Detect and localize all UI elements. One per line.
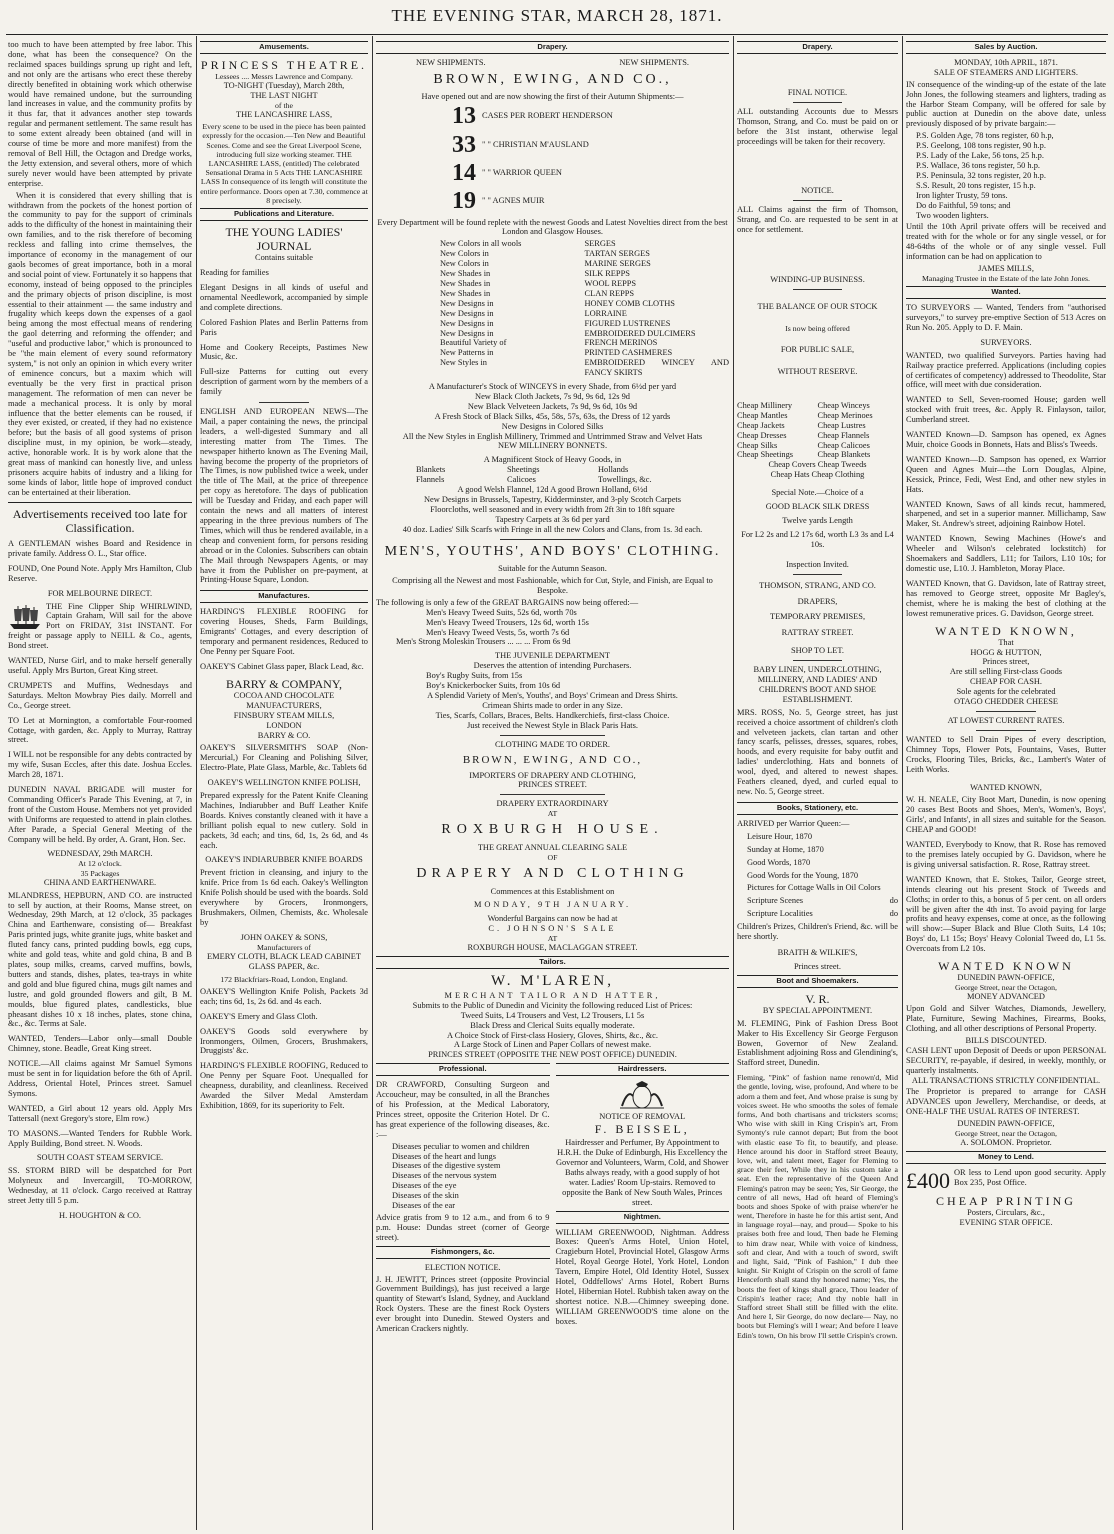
vr-crest: V. R.	[805, 991, 830, 1006]
wanted-ad: WANTED Known, that E. Stokes, Tailor, George street, intends clearing out his present Stock of Tweeds and Cloths; in order to this, a bonus of 5 per cent. on all orders will be given after the 4th inst. To avoid paying for large profits and heavy expenses, come at once, as the following will show:—Super Black and Blue Cloth Suits, L4 10s; Boys' do, L1 15s; Boys' Heavy Colonial Tweed do, L1 5s. Overcoats from L2 10s.	[906, 874, 1106, 954]
ship-line: P.S. Golden Age, 78 tons register, 60 h.p,	[916, 131, 1054, 141]
case-row: 14 " " WARRIOR QUEEN	[452, 159, 562, 186]
fabric-row: New Styles in EMBROIDERED WINCEY AND FANCY SKIRTS	[440, 358, 729, 378]
auction-time: At 12 o'clock.	[78, 859, 122, 869]
hogg-line: That	[998, 637, 1014, 647]
twelve-yards: Twelve yards Length	[782, 515, 853, 525]
oakey-name: JOHN OAKEY & SONS,	[240, 932, 328, 942]
soap-ad: OAKEY'S SILVERSMITH'S SOAP (Non-Mercurial,) For Cleaning and Polishing Silver, Electro-Plate, Plate Glass, Marble, &c. Tablets 6d	[200, 743, 368, 773]
editorial-paragraph: too much to have been attempted by free labor. This done, what has been the consequence? On the reclaimed spaces buildings sprung up right and left, and not only are the artisans who erect these thereby directly benefited in obtaining work which otherwise would have remained undone, but the surrounding land increases in value, and the community profits by it thus far, that it advances another step towards regular and permanent settlement. The same result has to some extent already been obtained (and will in course of time be more and more manifest) from the removal of Bell Hill, the Octagon and Dredge works, the Jetty extension, and several others, more of which surely never would have been attempted by private enterprise.	[8, 40, 192, 188]
juvenile-line: Ties, Scarfs, Collars, Braces, Belts. Handkerchiefs, first-class Choice.	[435, 710, 670, 720]
bottom-grid	[376, 1060, 729, 1336]
bargain-line: Men's Strong Moleskin Trousers ... ... ... From 6s 9d	[396, 637, 571, 647]
juvenile-line: Crimean Shirts made to order in any Size.	[482, 700, 623, 710]
boards-body: Prevent friction in cleansing, and injury to the knife. Price from 1s 6d each. Oakey's Wellington Knife Polish should be used with the boards. Sold everywhere by Grocers, Ironmongers, Brushmakers, Oilmen, Chemists, &c. Wholesale by	[200, 868, 368, 927]
book-row: Good Words, 1870	[747, 857, 811, 867]
classified-ad: DUNEDIN NAVAL BRIGADE will muster for Commanding Officer's Parade This Evening, at 7, in front of the Custom House. Members not yet provided with Uniforms are requested to attend in plain clothes. After Parade, a Special General Meeting of the Company will be held. By order, A. Grant, Hon. Sec.	[8, 785, 192, 844]
stock-line: New Black Cloth Jackets, 7s 9d, 9s 6d, 12s 9d	[475, 391, 630, 401]
oakey-address: 172 Blackfriars-Road, London, England.	[220, 974, 348, 984]
emery-line: EMERY CLOTH, BLACK LEAD CABINET GLASS PAPER, &c.	[207, 951, 361, 971]
classified-ad: I WILL not be responsible for any debts contracted by my wife, Susan Eccles, after this date. Joshua Eccles. March 28, 1871.	[8, 750, 192, 780]
cheap-grid: Cheap Millinery Cheap Winceys Cheap Mantles Cheap Merinoes Cheap Jackets Cheap Lustres Cheap Dresses Cheap Flannels Cheap Silks Cheap Calicoes Cheap Sheetings Cheap Blankets	[737, 400, 873, 460]
journal-title: THE YOUNG LADIES' JOURNAL	[225, 224, 343, 253]
fabric-row: New Shades in SILK REPPS	[440, 269, 630, 279]
section-hairdressers: Hairdressers.	[556, 1063, 730, 1076]
late-ads-title: Advertisements received too late for Classification.	[12, 506, 188, 535]
classified-ad: OAKEY'S Emery and Glass Cloth.	[200, 1011, 318, 1021]
bottom-right	[556, 1060, 730, 1336]
ship-line: P.S. Geelong, 108 tons register, 90 h.p.	[916, 141, 1046, 151]
james-mills: JAMES MILLS,	[978, 264, 1034, 274]
column-4	[737, 38, 898, 1530]
classified-ad: WANTED, Nurse Girl, and to make herself generally useful. Apply Mrs Burton, Great King street.	[8, 656, 192, 675]
hogg-line: OTAGO CHEDDER CHEESE	[953, 697, 1058, 707]
mlaren-line: A Large Stock of Linen and Paper Collars of newest make.	[453, 1040, 652, 1050]
section-professional: Professional.	[376, 1063, 550, 1076]
ship-line: P.S. Wallace, 36 tons register, 50 h.p.	[916, 161, 1040, 171]
juvenile-line: Boy's Knickerbocker Suits, from 10s 6d	[426, 681, 561, 691]
roxburgh-title: ROXBURGH HOUSE.	[441, 822, 664, 838]
ross-ad: MRS. ROSS, No. 5, George street, has just received a choice assortment of children's cloth and velveteen jackets, clan tartan and other fancy scarfs, pelisses, dresses, squares, robes, hoods, and every requisite for baby outfit and ladies' underclothing. Hats and bonnets of wool, dyed, and altered to newest shapes. Feathers cleaned, dyed, and curled equal to new. No. 5, George street.	[737, 707, 898, 797]
sale-title: SALE OF STEAMERS AND LIGHTERS.	[933, 67, 1078, 77]
steam-sign: H. HOUGHTON & CO.	[59, 1210, 141, 1220]
bills-line: ALL TRANSACTIONS STRICTLY CONFIDENTIAL.	[911, 1075, 1101, 1085]
public-sale: FOR PUBLIC SALE,	[780, 345, 855, 355]
melbourne-body: THE Fine Clipper Ship WHIRLWIND, Captain Graham, Will sail for the above Port on FRIDAY, 31st INSTANT. For freight or passage apply to NEILL & Co., agents, Bond street.	[8, 601, 192, 651]
section-nightmen: Nightmen.	[556, 1211, 730, 1224]
juvenile-line: Boy's Rugby Suits, from 15s	[426, 671, 523, 681]
stock-line: NEW MILLINERY BONNETS.	[497, 441, 608, 451]
shipments-label: NEW SHIPMENTS.	[619, 57, 689, 67]
column-5	[906, 38, 1106, 1530]
of-label: OF	[547, 852, 558, 862]
now-offered: Is now being offered	[785, 323, 850, 333]
fabric-row: New Patterns in PRINTED CASHMERES	[440, 348, 673, 358]
section-sales: Sales by Auction.	[906, 41, 1106, 54]
commences: Commences at this Establishment on	[490, 886, 615, 896]
editorial-paragraph: When it is considered that every shilling that is withdrawn from the pockets of the honest portion of the community to pay for the support of criminals adds to the difficulty of the honest in maintaining their own families, and to the risk therefore of becoming reckless and falling into crime themselves, the importance of economy in the management of our gaols becomes of great importance, both in a moral and social point of view. Fortunately it so happens that economy, instead of being opposed to the principles and the primary objects of prison discipline, is most essential to their attainment — the same industry and frugality which keeps down the expenses of a gaol being among the most effectual means of rendering the gaol deterring and reforming the offender; and "useful and productive labor," which is pronounced to be "the main element of every sound reformatory system," is not only an opinion in which every writer of eminence concurs, but a maxim which will eventually be the very first in practical prison management. The reformation of men can never be made a mechanical process. It is only by moral influence that the better elements can be roused, if they ever existed, or created, if they had no existence before; but the basis of all good systems of prison discipline must, in my opinion, be work—steady, active, honorable work. It is by work alone that the great mass of mankind can honestly live, and unless prisoners acquire habits of industry and a liking for some kinds of labor, little hope of improved conduct can be entertained at their liberation.	[8, 190, 192, 497]
neale-ad: W. H. NEALE, City Boot Mart, Dunedin, is now opening 20 cases Best Boots and Shoes, Men's, Women's, Boys', Girls', and Infants', in all sizes and suitable for the Season. CHEAP and GOOD!	[906, 795, 1106, 835]
journal-item: Elegant Designs in all kinds of useful and ornamental Needlework, accompanied by simple and complete directions.	[200, 282, 368, 312]
heavy-line: 40 doz. Ladies' Silk Scarfs with Fringe in all the new Colors and Clans, from 1s. 3d each.	[402, 524, 703, 534]
ship-line: Do do Faithful, 59 tons; and	[916, 200, 1011, 210]
cheap-line: Cheap Covers Cheap Tweeds	[768, 460, 867, 470]
prize-line: Children's Prizes, Children's Friend, &c. will be here shortly.	[737, 922, 898, 942]
proprietor-text: The Proprietor is prepared to arrange for CASH ADVANCES upon Jewellery, Merchandise, or deeds, at ONE-HALF THE USUAL RATES OF INTEREST.	[906, 1087, 1106, 1117]
classified-ad: WANTED, Tenders—Labor only—small Double Chimney, stone. Beadle, Great King street.	[8, 1034, 192, 1054]
section-amusements: Amusements.	[200, 41, 368, 54]
ship-line: Iron lighter Trusty, 59 tons.	[916, 190, 1008, 200]
printing-office: EVENING STAR OFFICE.	[959, 1218, 1053, 1228]
ship-icon	[8, 604, 42, 630]
heavy-line: New Designs in Brussels, Tapestry, Kidderminster, and 3-ply Scotch Carpets	[423, 495, 682, 504]
steam-body: SS. STORM BIRD will be despatched for Port Molyneux and Invercargill, TO-MORROW, Wednesday, at 11 o'clock. Cargo received at Rattray street Jetty till 5 p.m.	[8, 1166, 192, 1206]
surveyors-ad-2: WANTED, two qualified Surveyors. Parties having had Railway practice preferred. Applications (including copies of certificates of competency) addressed to Theodolite, Star office, will meet with due consideration.	[906, 350, 1106, 390]
pawn-title: WANTED KNOWN	[938, 959, 1074, 974]
wanted-ad: WANTED Known—D. Sampson has opened, ex Warrior Queen and Agnes Muir—the Lorn Douglas, Alpine, Kessick, Prince, Fedi, West End, and other new styles in Hats.	[906, 454, 1106, 494]
knife-body: Prepared expressly for the Patent Knife Cleaning Machines, Indiarubber and Buff Leather Knife Boards. Knives constantly cleaned with it have a brilliant polish equal to new cutlery. Sold in packets, 3d each; and tins, 6d, 1s, 2s 6d, and 4s each.	[200, 791, 368, 850]
fabric-row: New Colors in MARINE SERGES	[440, 259, 651, 269]
special-note: Special Note.—Choice of a	[771, 488, 864, 498]
hogg-line: CHEAP FOR CASH.	[969, 677, 1043, 687]
braith-wilkie: BRAITH & WILKIE'S,	[777, 947, 858, 957]
steam-heading: SOUTH COAST STEAM SERVICE.	[36, 1153, 164, 1163]
cheap-line: Cheap Hats Cheap Clothing	[770, 470, 865, 480]
final-body: ALL outstanding Accounts due to Messrs Thomson, Strang, and Co. must be paid on or before the 31st instant, otherwise legal proceedings will be taken for their recovery.	[737, 106, 898, 146]
barry-line: COCOA AND CHOCOLATE	[233, 690, 335, 700]
braith-street: Princes street.	[794, 961, 841, 971]
neale-title: WANTED KNOWN,	[970, 782, 1042, 792]
juvenile-line: Just received the Newest Style in Black Paris Hats.	[467, 720, 638, 730]
ship-line: P.S. Lady of the Lake, 56 tons, 25 h.p.	[916, 151, 1044, 161]
classified-ad: A GENTLEMAN wishes Board and Residence in private family. Address O. L., Star office.	[8, 539, 192, 558]
classified-ad: WANTED, a Girl about 12 years old. Apply Mrs Tattersall (next Gregory's store, Elm row.)	[8, 1103, 192, 1123]
stock-line: A Fresh Stock of Black Silks, 45s, 58s, 57s, 63s, the Dress of 12 yards	[434, 411, 671, 421]
disease-line: Diseases peculiar to women and children	[392, 1141, 530, 1151]
princes-street: PRINCES STREET.	[518, 780, 587, 790]
wanted-ad: WANTED, Everybody to Know, that R. Rose has removed to the premises lately occupied by G. Davidson, where he is giving universal satisfaction. R. Rose, Rattray street.	[906, 840, 1106, 869]
election-notice: ELECTION NOTICE.	[424, 1262, 501, 1272]
mlaren-line: Tweed Suits, L4 Trousers and Vest, L2 Trousers, L1 5s	[460, 1010, 645, 1020]
juvenile-line: Deserves the attention of intending Purchasers.	[473, 661, 632, 671]
disease-line: Diseases of the nervous system	[392, 1171, 497, 1181]
fabric-row: New Designs in EMBROIDERED DULCIMERS	[440, 328, 696, 338]
fabric-row: Beautiful Variety of FRENCH MERINOS	[440, 338, 658, 348]
ship-line: Two wooden lighters.	[916, 210, 989, 220]
theatre-line: THE LANCASHIRE LASS,	[235, 110, 333, 120]
theatre-title: PRINCESS THEATRE.	[200, 57, 368, 72]
section-money: Money to Lend.	[906, 1151, 1106, 1164]
money-amount: £400	[906, 1168, 950, 1194]
column-rule	[372, 36, 373, 1530]
case-row: 33 " " CHRISTIAN M'AUSLAND	[452, 131, 589, 158]
notice-title: NOTICE.	[801, 186, 834, 196]
barry-line: FINSBURY STEAM MILLS,	[233, 710, 335, 720]
ship-line: P.S. Peninsula, 32 tons register, 20 h.p.	[916, 170, 1046, 180]
journal-item: Home and Cookery Receipts, Pastimes New Music, &c.	[200, 342, 368, 362]
winding-up: WINDING-UP BUSINESS.	[770, 275, 865, 285]
pawn-body: Upon Gold and Silver Watches, Diamonds, Jewellery, Plate, Furniture, Sewing Machines, Firearms, Books, Clothing, and all other descriptions of Personal Property.	[906, 1004, 1106, 1033]
rattray-st: RATTRAY STREET.	[781, 628, 854, 638]
book-row: Pictures for Cottage Walls in Oil Colors	[747, 883, 881, 893]
money-body: OR less to Lend upon good security. Apply Box 235, Post Office.	[954, 1168, 1106, 1188]
bottom-left	[376, 1060, 550, 1336]
final-notice: FINAL NOTICE.	[787, 87, 848, 97]
at-label: AT	[547, 809, 558, 819]
heavy-line: Tapestry Carpets at 3s 6d per yard	[495, 514, 610, 524]
temp-premises: TEMPORARY PREMISES,	[769, 612, 866, 622]
silk-dress: GOOD BLACK SILK DRESS	[765, 502, 870, 512]
extraordinary: DRAPERY EXTRAORDINARY	[496, 799, 609, 809]
roxburgh-address: ROXBURGH HOUSE, MACLAGGAN STREET.	[467, 943, 638, 953]
auction-body: MLANDRESS, HEPBURN, AND CO. are instructed to sell by auction, at their Rooms, Manse street, on Wednesday, 29th March, at 12 o'clock, 35 packages China and Earthenware, consisting of— Breakfast Paris printed jugs, white granite jugs, white basket and fluted fancy cans, printed pudding bowls, egg cups, white and gold teas, white and gold china, B and B plates, soup milks, creams, carved muffins, bowls, butters and stands, dishes, plates, tea-trays in white and gold and blue figured china, mugs gilt names and lustre, and gold grounded flowers and gilt, B M. moulds, blue figured plates, candlesticks, blue pheasant dishes 10 x 18 inches, plates, stone china, &c., &c. Terms at Sale.	[8, 890, 192, 1029]
sale-body: IN consequence of the winding-up of the estate of the late John Jones, the following steamers and lighters, trading as the Harbor Steam Company, will be offered for sale by public auction at Dunedin on the above date, unless previously disposed of by private bargain:—	[906, 79, 1106, 129]
silk-prices: For L2 2s and L2 17s 6d, worth L3 3s and L4 10s.	[741, 529, 894, 549]
juvenile-line: A Splendid Variety of Men's, Youths', and Boys' Crimean and Dress Shirts.	[427, 691, 678, 701]
pawn-line: MONEY ADVANCED	[967, 992, 1045, 1002]
theatre-line: of the	[275, 101, 293, 111]
crawford-ad: DR CRAWFORD, Consulting Surgeon and Accoucheur, may be consulted, in all the Branches of his Profession, at the Medical Laboratory, Princes street, opposite the Criterion Hotel. Dr C. has great experience of the following diseases, &c. :—	[376, 1080, 550, 1139]
jewitt-ad: J. H. JEWITT, Princes street (opposite Provincial Government Buildings), has just received a large quantity of Stewart's Island, Sydney, and Auckland Rock Oysters. These are the finest Rock Oysters ever brought into Dunedin. Stewed Oysters and American Crackers nightly.	[376, 1274, 550, 1334]
greenwood-ad: WILLIAM GREENWOOD, Nightman. Address Boxes: Queen's Arms Hotel, Union Hotel, Cragieburn Hotel, Provincial Hotel, Glasgow Arms Hotel, Royal George Hotel, York Hotel, London Tavern, Empire Hotel, Old Identity Hotel, Sussex Hotel, Oddfellows' Arms Hotel, Robert Burns Hotel, Hibernian Hotel. Rubbish taken away on the shortest notice. N.B.—Chimney sweeping done. WILLIAM GREENWOOD'S time alone on the boxes.	[555, 1227, 729, 1326]
money-ad	[906, 1168, 1106, 1194]
pawn-end: DUNEDIN PAWN-OFFICE,	[957, 1119, 1055, 1129]
at-label-2: AT	[547, 934, 558, 944]
mlaren-sub: MERCHANT TAILOR AND HATTER,	[444, 990, 661, 1000]
fabric-row: New Colors in all wools SERGES	[440, 239, 616, 249]
sale-date: MONDAY, 10th APRIL, 1871.	[954, 57, 1058, 67]
oakey-ad: OAKEY'S Cabinet Glass paper, Black Lead, &c.	[200, 661, 364, 671]
printing-sub: Posters, Circulars, &c.,	[967, 1208, 1045, 1218]
section-publications: Publications and Literature.	[200, 208, 368, 221]
journal-item: Reading for families	[200, 268, 269, 278]
classified-ad: OAKEY'S Wellington Knife Polish, Packets 3d each; tins 6d, 1s, 2s 6d. and 4s each.	[200, 986, 368, 1006]
theatre-body: Every scene to be used in the piece has been painted expressly for the occasion.—Ten New and Beautiful Scenes. Come and see the Great Liverpool Scene, introducing full size working steamer. THE LANCASHIRE LASS, (entitled) The celebrated Sensational Drama in 5 Acts THE LANCASHIRE LASS In consequence of its length will constitute the entire performance. Doors open at 7.30, commence at 8 precisely.	[200, 122, 368, 205]
classified-ad: TO Let at Mornington, a comfortable Four-roomed Cottage, with garden, &c. Apply to Murray, Rattray street.	[8, 715, 192, 745]
journal-item: Colored Fashion Plates and Berlin Patterns from Paris	[200, 317, 368, 337]
shop-to-let: SHOP TO LET.	[791, 646, 844, 656]
classified-ad: HARDING'S FLEXIBLE ROOFING, Reduced to One Penny per Square Foot. Unequalled for cheapness, durability, and cleanliness. Received Awarded the Silver Medal Amsterdam Exhibition, 1869, for its superiority to Felt.	[200, 1061, 368, 1110]
drapers: DRAPERS,	[797, 596, 838, 606]
notice-body: ALL Claims against the firm of Thomson, Strang, and Co. are requested to be sent in at once for settlement.	[737, 205, 898, 235]
bills-line: BILLS DISCOUNTED.	[965, 1035, 1047, 1045]
hogg-line: Are still selling First-class Goods	[949, 667, 1063, 677]
book-row: Scripture Scenes do	[747, 896, 898, 906]
hogg-line: WANTED KNOWN,	[935, 623, 1077, 638]
mlaren-title: W. M'LAREN,	[490, 973, 615, 990]
wanted-ad: WANTED Known—D. Sampson has opened, ex Agnes Muir, choice Goods in Bonnets, Hats and Bliss's Tweeds.	[906, 430, 1106, 449]
tsc-title: THOMSON, STRANG, AND CO.	[759, 580, 876, 590]
section-fishmongers: Fishmongers, &c.	[376, 1246, 550, 1259]
auction-title: CHINA AND EARTHENWARE.	[43, 877, 157, 887]
mlaren-line: Submits to the Public of Dunedin and Vicinity the following reduced List of Prices:	[412, 1000, 693, 1010]
pawn-end: A. SOLOMON. Proprietor.	[960, 1138, 1052, 1148]
disease-line: Diseases of the skin	[392, 1191, 459, 1201]
section-boots: Boot and Shoemakers.	[737, 975, 898, 988]
mlaren-line: Black Dress and Clerical Suits equally moderate.	[470, 1020, 635, 1030]
hogg-line: Sole agents for the celebrated	[956, 687, 1056, 697]
classified-ad: OAKEY'S Goods sold everywhere by Ironmongers, Oilmen, Grocers, Brushmakers, Druggists' &c.	[200, 1026, 368, 1056]
column-1	[8, 38, 192, 1530]
fabric-row: New Designs in LORRAINE	[440, 308, 627, 318]
melbourne-heading: FOR MELBOURNE DIRECT.	[47, 588, 153, 598]
classified-ad: NOTICE.—All claims against Mr Samuel Symons must be sent in for liquidation before the 6th of April. Address, Oriental Hotel, Princes street. Samuel Symons.	[8, 1059, 192, 1098]
cases-list	[376, 102, 729, 215]
book-row: Scripture Localities do	[747, 909, 898, 919]
fabric-row: New Shades in WOOL REPPS	[440, 278, 637, 288]
oakey-sub: Manufacturers of	[257, 942, 311, 952]
case-row: 13 CASES PER ROBERT HENDERSON	[452, 103, 613, 130]
theatre-line: THE LAST NIGHT	[250, 91, 318, 101]
book-row: Leisure Hour, 1870	[747, 831, 813, 841]
wanted-ad: WANTED Known, Sewing Machines (Howe's and Wheeler and Wilson's celebrated lockstitch) for Shoemakers and Saddlers, L11; for Tailors, L10 10s; for domestic use, L10. J. Hambleton, Moray Place.	[906, 534, 1106, 573]
printing-title: CHEAP PRINTING	[936, 1194, 1076, 1209]
removal-title: NOTICE OF REMOVAL	[599, 1112, 686, 1122]
stock-line: All the New Styles in English Millinery, Trimmed and Untrimmed Straw and Velvet Hats	[402, 431, 703, 441]
theatre-lessees: Lessees .... Messrs Lawrence and Company.	[215, 72, 353, 82]
masthead-rule	[6, 34, 1108, 35]
wanted-ad: WANTED Known, Saws of all kinds recut, hammered, sharpened, and set in a superior manner. Millichamp, Saw Maker, St. Andrew's street, adjoining Rainbow Hotel.	[906, 499, 1106, 529]
disease-line: Diseases of the eye	[392, 1181, 457, 1191]
column-2	[200, 38, 368, 1530]
clothing-sub: Suitable for the Autumn Season.	[498, 564, 607, 574]
beissel-title: F. BEISSEL,	[594, 1122, 690, 1137]
disease-line: Diseases of the digestive system	[392, 1161, 501, 1171]
section-books: Books, Stationery, etc.	[737, 802, 898, 815]
beissel-body: Hairdresser and Perfumer, By Appointment to H.R.H. the Duke of Edinburgh, His Excellency the Governor and Volunteers, Warm, Cold, and Shower Baths always ready, with a good supply of hot water. Ladies' Room Up-stairs. Removed to opposite the Bank of New South Wales, Princes street.	[555, 1138, 729, 1207]
fabric-row: New Designs in FIGURED LUSTRENES	[440, 318, 671, 328]
heavy-goods-grid: Blankets Sheetings Hollands Flannels Calicoes Towellings, &c.	[416, 465, 652, 485]
balance-stock: THE BALANCE OF OUR STOCK	[757, 302, 878, 312]
made-to-order: CLOTHING MADE TO ORDER.	[494, 739, 611, 749]
fabric-row: New Colors in TARTAN SERGES	[440, 249, 650, 259]
section-tailors: Tailors.	[376, 956, 729, 969]
section-drapery-2: Drapery.	[737, 41, 898, 54]
bargain-line: Men's Heavy Tweed Suits, 52s 6d, worth 70s	[426, 607, 577, 617]
surveyors-ad: TO SURVEYORS — Wanted, Tenders from "authorised surveyors," to survey pre-emptive Section of 513 Acres on Run No. 205. Apply to D. F. Main.	[906, 303, 1106, 332]
pawn-line: DUNEDIN PAWN-OFFICE,	[957, 973, 1055, 983]
journal-sub: Contains suitable	[255, 253, 313, 263]
stock-line: New Designs in Colored Silks	[501, 421, 604, 431]
pawn-line: George Street, near the Octagon,	[954, 983, 1058, 993]
clothing-title: MEN'S, YOUTHS', AND BOYS' CLOTHING.	[384, 543, 721, 559]
pawn-end: George Street, near the Octagon,	[954, 1129, 1058, 1139]
bills-line: CASH LENT upon Deposit of Deeds or upon PERSONAL SECURITY, re-payable, if desired, in weekly, monthly, or quarterly instalments.	[906, 1045, 1106, 1075]
advice-line: Advice gratis from 9 to 12 a.m., and from 6 to 9 p.m. House: Dundas street (corner of George street).	[376, 1212, 550, 1242]
fabric-row: New Shades in CLAN REPPS	[440, 288, 635, 298]
classified-ad: CRUMPETS and Muffins, Wednesdays and Saturdays. Melton Mowbray Pies daily. Morrell and Co., George street.	[8, 680, 192, 710]
wanted-ad: WANTED Known, that G. Davidson, late of Rattray street, has removed to George street, opposite Mr Bagley's, chemist, where he is making the best of clothing at the lowest remunerative prices. G. Davidson, George street.	[906, 578, 1106, 618]
melbourne-ad	[8, 602, 192, 652]
column-rule	[902, 36, 903, 1530]
knife-title: OAKEY'S WELLINGTON KNIFE POLISH,	[207, 778, 361, 788]
mlaren-line: PRINCES STREET (OPPOSITE THE NEW POST OFFICE) DUNEDIN.	[428, 1050, 677, 1060]
auction-date: WEDNESDAY, 29th MARCH.	[47, 849, 153, 859]
depart-text: Every Department will be found replete with the newest Goods and Latest Novelties direct from the best London and Glasgow Houses.	[377, 217, 728, 237]
hogg-line: Princes street,	[982, 657, 1030, 667]
section-manufactures: Manufactures.	[200, 590, 368, 603]
book-row: Good Words for the Young, 1870	[747, 870, 859, 880]
wonderful: Wonderful Bargains can now be had at	[487, 914, 618, 924]
disease-line: Diseases of the heart and lungs	[392, 1151, 496, 1161]
drapery-clothing: DRAPERY AND CLOTHING	[416, 866, 689, 882]
column-rule	[733, 36, 734, 1530]
heavy-goods: A Magnificent Stock of Heavy Goods, in	[483, 455, 622, 465]
surveyors-title: SURVEYORS.	[980, 337, 1032, 347]
johnsons-sale: C. JOHNSON'S SALE	[488, 924, 617, 934]
bargain-line: Men's Heavy Tweed Trousers, 12s 6d, worth 15s	[426, 617, 589, 627]
annual-sale: THE GREAT ANNUAL CLEARING SALE	[477, 842, 628, 852]
shipments-label: NEW SHIPMENTS.	[416, 57, 486, 67]
stock-line: New Black Velveteen Jackets, 7s 9d, 9s 6d, 10s 9d	[467, 401, 638, 411]
fleming-poem: Fleming, "Pink" of fashion name renown'd, Mid the gentle, loving, wise, profound, And where to be adorn a them and feet, And whose praise is sung by voices sweet. He who smooths the soles of female forms, And both chartisans and tricksters scorns; Who wise with skill in King Crispin's art, From Symonty's rule cannot depart; But from the boot with elastic ease To fit, to beautify, and please. Hence around his door in Stafford street Beauty, love, wit, and talent meet, Eager for Fleming to grace their feet, While they in his custom take a seat. E'en the representative of the Queen And Fleming's patron may be seen; Yes, Sir George, the centre of all news, Had oft heard of Fleming's boots and shoes Spoke of with praise where'er he went, Therefore in haste he for this artist sent, And in language royal—nay, and proud— Spoke to his praises both free and loud, Then bade he Fleming to him draw near, While with voice of kindness, soft and clear, And with a touch of sword, swift and light, Said, "Pink of Fashion," I dub thee knight. Sir Knight of Crispin on the scroll of fame Henceforth shall stand thy honored name; Yes, the boots the feet of kings shall grace, Thou leader of Crispin's leather race; And thy noble hall in Stafford street Shall still be filled with the elite. And here I, Sir George, do now declare— Nay, no boots but Fleming's will I wear; And before I leave Edin's town, On his brow I'll settle Crispin's crown.	[737, 1073, 898, 1340]
case-row: 19 " " AGNES MUIR	[452, 188, 545, 215]
fleming-ad: M. FLEMING, Pink of Fashion Dress Boot Maker to His Excellency Sir George Ferguson Bowen, Governor of New Zealand. Establishment adjoining Ross and Glendining's, Stafford street, Dunedin.	[737, 1018, 898, 1068]
barry-title: BARRY & COMPANY,	[226, 676, 342, 691]
drain-ad: WANTED to Sell Drain Pipes of every description, Chimney Tops, Flower Pots, Fountains, Vases, Butter Crocks, Flooring Tiles, Bricks, &c., Lambert's Water of Leith Works.	[906, 734, 1106, 774]
masthead: THE EVENING STAR, MARCH 28, 1871.	[391, 6, 723, 25]
stock-line: A Manufacturer's Stock of WINCEYS in every Shade, from 6½d per yard	[428, 382, 677, 392]
auction-qty: 35 Packages	[80, 868, 120, 878]
monday-date: MONDAY, 9TH JANUARY.	[473, 900, 632, 910]
section-drapery: Drapery.	[376, 41, 729, 54]
brown-ewing-title: BROWN, EWING, AND CO.,	[433, 71, 672, 87]
trustee: Managing Trustee in the Estate of the late John Jones.	[921, 273, 1091, 283]
brown-intro: Have opened out and are now showing the first of their Autumn Shipments:—	[421, 92, 684, 102]
heavy-line: A good Welsh Flannel, 12d A good Brown Holland, 6½d	[457, 485, 648, 495]
juvenile-title: THE JUVENILE DEPARTMENT	[494, 651, 611, 661]
inspection: Inspection Invited.	[786, 559, 849, 569]
until-text: Until the 10th April private offers will be received and treated with for the whole or for any single vessel, or for 48-64ths of the whole or of any single vessel. Full information can be had on application to	[906, 222, 1106, 262]
arrived: ARRIVED per Warrior Queen:—	[737, 818, 850, 828]
brown-ewing-title-2: BROWN, EWING, AND CO.,	[462, 753, 643, 766]
mlaren-line: A Choice Stock of First-class Hosiery, Gloves, Shirts, &c., &c.	[447, 1030, 658, 1040]
disease-line: Diseases of the ear	[392, 1201, 456, 1211]
royal-crest-icon	[616, 1080, 668, 1110]
lowest-rates: AT LOWEST CURRENT RATES.	[947, 716, 1065, 725]
barry-line: MANUFACTURERS,	[246, 700, 322, 710]
clothing-intro: Comprising all the Newest and most Fashionable, which for Cut, Style, and Finish, are Equal to Bespoke.	[392, 576, 713, 595]
ship-line: S.S. Result, 20 tons register, 15 h.p.	[916, 180, 1036, 190]
special-appointment: BY SPECIAL APPOINTMENT.	[762, 1005, 873, 1015]
classified-ad: TO MASONS.—Wanted Tenders for Rubble Work. Apply Building, Bond street. N. Woods.	[8, 1128, 192, 1148]
journal-item: Full-size Patterns for cutting out every description of garment worn by the members of a family	[200, 367, 368, 397]
book-row: Sunday at Home, 1870	[747, 844, 824, 854]
boards-title: OAKEY'S INDIARUBBER KNIFE BOARDS	[205, 855, 363, 865]
news-ad: ENGLISH AND EUROPEAN NEWS—The Mail, a paper containing the news, the principal leaders, a well-digested Summary and all interesting matter from The Times. The newspaper hitherto known as The Evening Mail, having become the property of the proprietors of The Times, is now published twice a week, under the title of The Mail, at the price of threepence per copy as heretofore. The days of publication will be Tuesday and Friday, and each paper will contain the news and all matters of interest appearing in the three previous numbers of The Times, which will thus be rendered available, in a cheap and convenient form, for persons residing abroad or in the Colonies. Subscribers can obtain The Mail through Newspapers Agents, or may have it from the Publisher on pre-payment, at Printing-House Square, London.	[200, 407, 368, 585]
section-wanted: Wanted.	[906, 286, 1106, 299]
bargain-line: Men's Heavy Tweed Vests, 5s, worth 7s 6d	[426, 627, 570, 637]
heavy-line: Floorcloths, well seasoned and in every width from 2ft 3in to 18ft square	[430, 504, 675, 514]
roofing-ad: HARDING'S FLEXIBLE ROOFING for covering Houses, Sheds, Farm Buildings, Emigrants' Cottages, and every description of temporary and permanent residences, Reduced to One Penny per Square Foot.	[200, 607, 368, 656]
column-rule	[196, 36, 197, 1530]
column-3	[376, 38, 729, 1530]
classified-ad: FOUND, One Pound Note. Apply Mrs Hamilton, Club Reserve.	[8, 563, 192, 583]
barry-line: LONDON	[266, 720, 302, 730]
without-reserve: WITHOUT RESERVE.	[777, 367, 858, 377]
hogg-line: HOGG & HUTTON,	[970, 647, 1042, 657]
baby-linen: BABY LINEN, UNDERCLOTHING, MILLINERY, AND LADIES' AND CHILDREN'S BOOT AND SHOE ESTABLISHMENT.	[753, 665, 882, 704]
wanted-ad: WANTED to Sell, Seven-roomed House; garden well stocked with fruit trees, &c. Apply R. Finlayson, tailor, Cumberland street.	[906, 395, 1106, 425]
fabric-row: New Designs in HONEY COMB CLOTHS	[440, 298, 675, 308]
importers: IMPORTERS OF DRAPERY AND CLOTHING,	[469, 770, 636, 780]
theatre-line: TO-NIGHT (Tuesday), March 28th,	[223, 81, 345, 91]
bargain-line: The following is only a few of the GREAT BARGAINS now being offered:—	[376, 597, 639, 607]
barry-line: BARRY & CO.	[257, 730, 311, 740]
